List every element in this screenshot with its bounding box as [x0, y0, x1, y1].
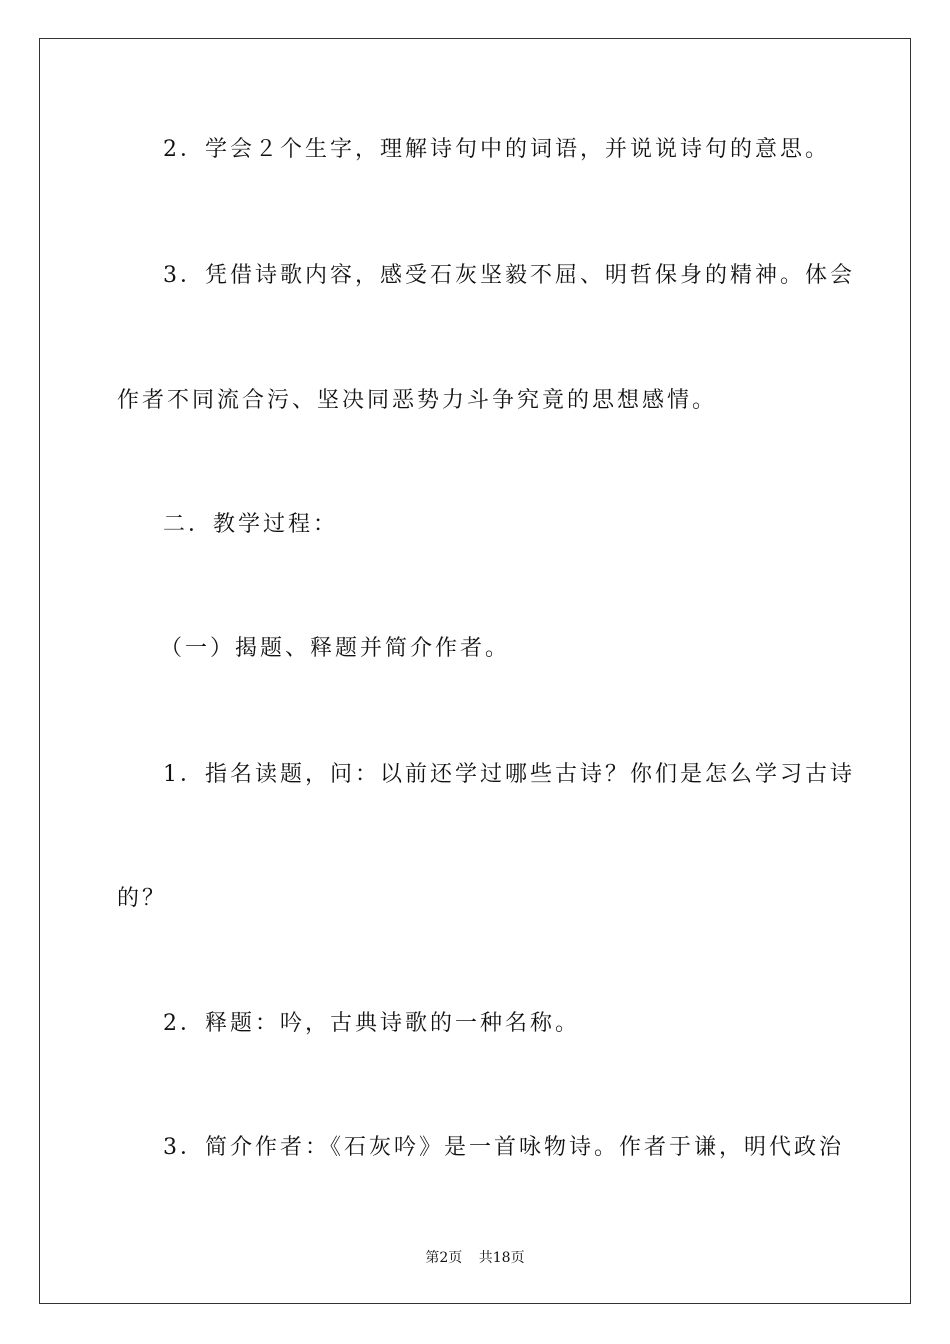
subsection-heading: （一）揭题、释题并简介作者。: [160, 636, 511, 661]
page-border: [39, 38, 911, 1304]
page-footer: [0, 1248, 950, 1268]
paragraph-line: 3．凭借诗歌内容，感受石灰坚毅不屈、明哲保身的精神。体会: [163, 263, 855, 288]
paragraph-line: 1．指名读题，问：以前还学过哪些古诗？你们是怎么学习古诗: [163, 762, 855, 787]
paragraph-line: 的？: [117, 886, 168, 911]
paragraph-line: 2．释题：吟，古典诗歌的一种名称。: [163, 1011, 580, 1036]
page-total: 共18页: [478, 1250, 525, 1266]
paragraph-line: 3．简介作者：《石灰吟》是一首咏物诗。作者于谦，明代政治: [163, 1135, 844, 1160]
paragraph-line: 作者不同流合污、坚决同恶势力斗争究竟的思想感情。: [117, 388, 718, 413]
page-number: 第2页: [425, 1250, 463, 1266]
section-heading: 二．教学过程：: [163, 512, 339, 537]
paragraph-line: 2．学会２个生字，理解诗句中的词语，并说说诗句的意思。: [163, 137, 830, 162]
